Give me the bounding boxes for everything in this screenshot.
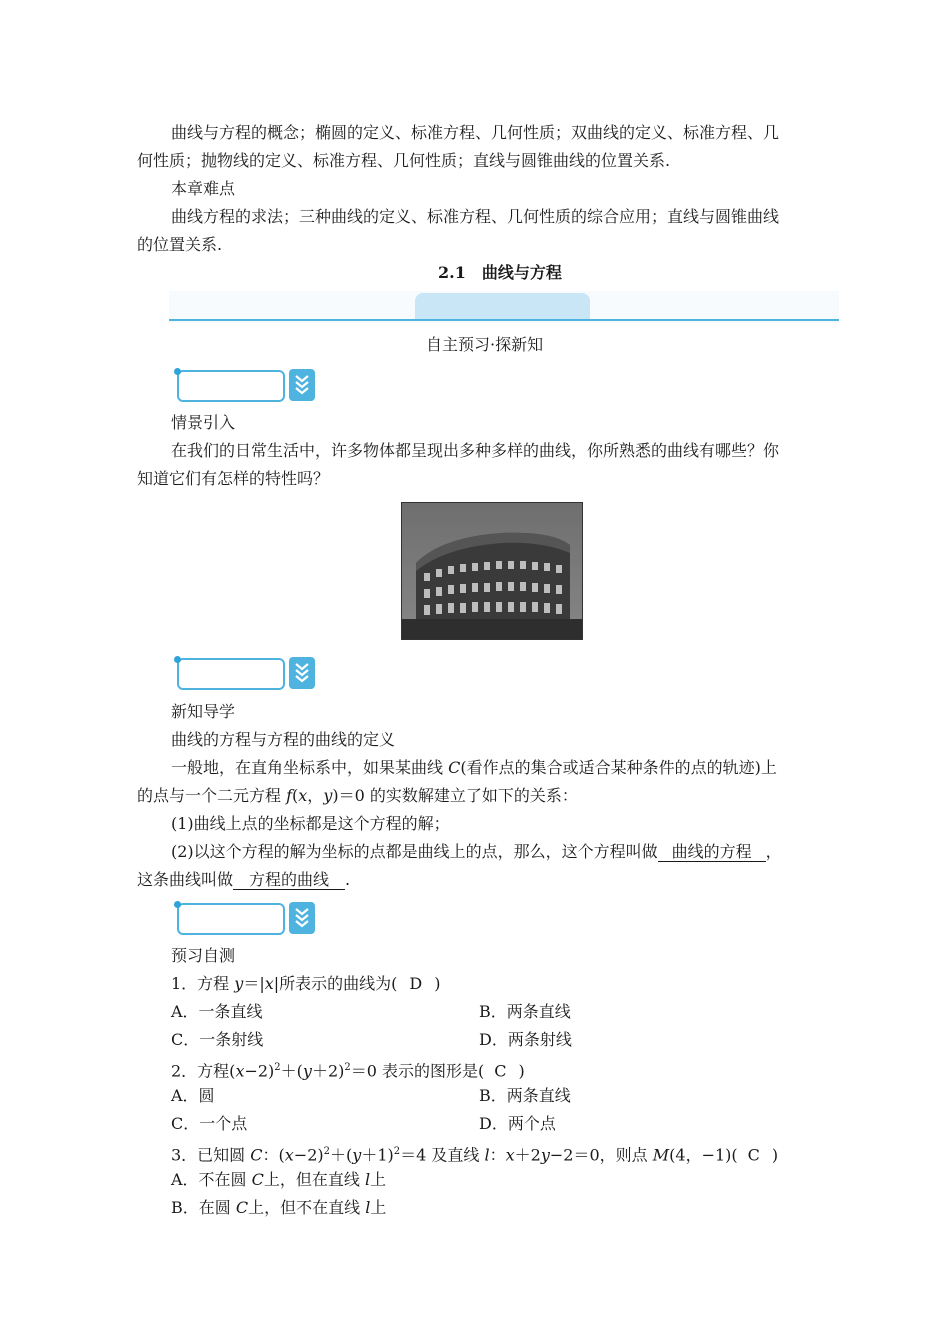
text-run: (2)以这个方程的解为坐标的点都是曲线上的点，那么，这个方程叫做 xyxy=(171,842,658,861)
q1-option-d: D．两条射线 xyxy=(479,1030,572,1049)
text-run: |所表示的曲线为( xyxy=(273,974,398,993)
var-f: f xyxy=(286,786,293,805)
newknow-subheading: 曲线的方程与方程的曲线的定义 xyxy=(171,730,396,749)
section-banner xyxy=(169,291,839,323)
section-tab-icon xyxy=(415,293,590,321)
newknow-para-line-1 xyxy=(171,758,777,778)
colosseum-photo xyxy=(401,502,583,640)
var-y: y xyxy=(540,1145,550,1165)
scene-line-1: 在我们的日常生活中，许多物体都呈现出多种多样的曲线，你所熟悉的曲线有哪些？你 xyxy=(171,441,780,460)
newknow-heading: 新知导学 xyxy=(171,702,236,721)
var-C: C xyxy=(251,1170,264,1189)
marker-dot xyxy=(174,901,181,908)
var-l: l xyxy=(365,1170,371,1189)
section-number: 2.1 xyxy=(438,263,466,282)
section-banner-label: 自主预习·探新知 xyxy=(426,335,544,354)
intro-line-3: 曲线方程的求法；三种曲线的定义、标准方程、几何性质的综合应用；直线与圆锥曲线 xyxy=(171,207,780,226)
superscript: 2 xyxy=(323,1146,331,1157)
double-chevron-down-icon xyxy=(289,657,315,689)
answer-3: C xyxy=(747,1145,760,1165)
q2-option-a: A．圆 xyxy=(171,1086,215,1105)
answer-blank-1: 曲线的方程 xyxy=(658,843,766,862)
newknow-item-2 xyxy=(171,842,782,862)
intro-line-4: 的位置关系. xyxy=(137,235,223,254)
marker-box-scene xyxy=(171,367,315,403)
double-chevron-down-icon xyxy=(289,369,315,401)
text-run: ＝| xyxy=(243,974,265,993)
newknow-item-1: (1)曲线上点的坐标都是这个方程的解； xyxy=(171,814,450,833)
marker-frame xyxy=(177,658,285,690)
text-run: 上 xyxy=(370,1198,387,1217)
var-y: y xyxy=(323,786,333,805)
var-y: y xyxy=(234,974,244,993)
superscript: 2 xyxy=(344,1062,351,1073)
text-run: ＋( xyxy=(330,1145,353,1165)
newknow-item-3 xyxy=(137,870,350,890)
text-run: ＋( xyxy=(280,1061,303,1081)
q2-option-c: C．一个点 xyxy=(171,1114,248,1133)
q1-option-b: B．两条直线 xyxy=(479,1002,571,1021)
q1-option-a: A．一条直线 xyxy=(171,1002,263,1021)
var-C: C xyxy=(235,1198,249,1217)
var-C: C xyxy=(250,1145,263,1165)
marker-frame xyxy=(177,370,285,402)
text-run: −2) xyxy=(244,1061,275,1081)
text-run: ＋2) xyxy=(311,1061,345,1081)
text-run: 3．已知圆 xyxy=(171,1145,251,1165)
text-run: )＝0 的实数解建立了如下的关系： xyxy=(332,786,578,805)
q3-option-a xyxy=(171,1170,386,1190)
answer-blank-2: 方程的曲线 xyxy=(233,871,345,890)
marker-dot xyxy=(174,368,181,375)
marker-box-newknow xyxy=(171,655,315,691)
var-x: x xyxy=(298,786,308,805)
var-l: l xyxy=(365,1198,371,1217)
answer-1: D xyxy=(409,974,423,993)
text-run: ， xyxy=(765,842,782,861)
text-run: ＋2 xyxy=(514,1145,541,1165)
var-x: x xyxy=(284,1145,294,1165)
text-run: A．不在圆 xyxy=(171,1170,252,1189)
text-run: 的点与一个二元方程 xyxy=(137,786,287,805)
text-run: ) xyxy=(518,1061,525,1081)
section-title-text: 曲线与方程 xyxy=(481,263,562,282)
q2-option-b: B．两条直线 xyxy=(479,1086,571,1105)
text-run: ＝0 表示的图形是( xyxy=(350,1061,485,1081)
text-run: ( xyxy=(292,786,299,805)
var-M: M xyxy=(652,1145,670,1165)
marker-frame xyxy=(177,903,285,935)
q2-option-d: D．两个点 xyxy=(479,1114,556,1133)
text-run: ) xyxy=(771,1145,779,1165)
superscript: 2 xyxy=(393,1146,401,1157)
var-x: x xyxy=(505,1145,515,1165)
section-title xyxy=(438,263,562,283)
intro-line-2: 何性质；抛物线的定义、标准方程、几何性质；直线与圆锥曲线的位置关系. xyxy=(137,151,671,170)
text-run: (看作点的集合或适合某种条件的点的轨迹)上 xyxy=(460,758,777,777)
text-run: ， xyxy=(307,786,324,805)
text-run: . xyxy=(345,870,351,889)
text-run: ＋1) xyxy=(361,1145,394,1165)
section-rule xyxy=(169,319,839,321)
q3-option-b xyxy=(171,1198,386,1218)
var-x: x xyxy=(264,974,274,993)
marker-dot xyxy=(174,656,181,663)
scene-heading: 情景引入 xyxy=(171,413,236,432)
text-run: ： xyxy=(489,1145,506,1165)
text-run: −2) xyxy=(293,1145,324,1165)
text-run: −2＝0，则点 xyxy=(549,1145,653,1165)
q1-option-c: C．一条射线 xyxy=(171,1030,264,1049)
text-run: (4，−1)( xyxy=(669,1145,738,1165)
question-1 xyxy=(171,974,440,994)
superscript: 2 xyxy=(274,1062,281,1073)
var-y: y xyxy=(352,1145,362,1165)
question-3 xyxy=(171,1142,778,1165)
var-l: l xyxy=(484,1145,490,1165)
text-run: 这条曲线叫做 xyxy=(137,870,234,889)
text-run: 上，但不在直线 xyxy=(248,1198,366,1217)
scene-line-2: 知道它们有怎样的特性吗？ xyxy=(137,469,330,488)
newknow-para-line-2 xyxy=(137,786,578,806)
marker-box-quiz xyxy=(171,900,315,936)
text-run: B．在圆 xyxy=(171,1198,236,1217)
quiz-heading: 预习自测 xyxy=(171,946,236,965)
intro-line-1: 曲线与方程的概念；椭圆的定义、标准方程、几何性质；双曲线的定义、标准方程、几 xyxy=(171,123,780,142)
var-x: x xyxy=(235,1061,245,1081)
var-C: C xyxy=(448,758,461,777)
text-run: 2．方程( xyxy=(171,1061,236,1081)
text-run: 一般地，在直角坐标系中，如果某曲线 xyxy=(171,758,449,777)
text-run: 1．方程 xyxy=(171,974,235,993)
question-2 xyxy=(171,1058,525,1081)
text-run: ＝4 及直线 xyxy=(400,1145,485,1165)
text-run: 上，但在直线 xyxy=(263,1170,365,1189)
difficulty-heading: 本章难点 xyxy=(171,179,236,198)
answer-2: C xyxy=(494,1061,507,1081)
var-y: y xyxy=(302,1061,312,1081)
text-run: 上 xyxy=(370,1170,387,1189)
double-chevron-down-icon xyxy=(289,902,315,934)
text-run: ) xyxy=(434,974,441,993)
text-run: ：( xyxy=(262,1145,285,1165)
